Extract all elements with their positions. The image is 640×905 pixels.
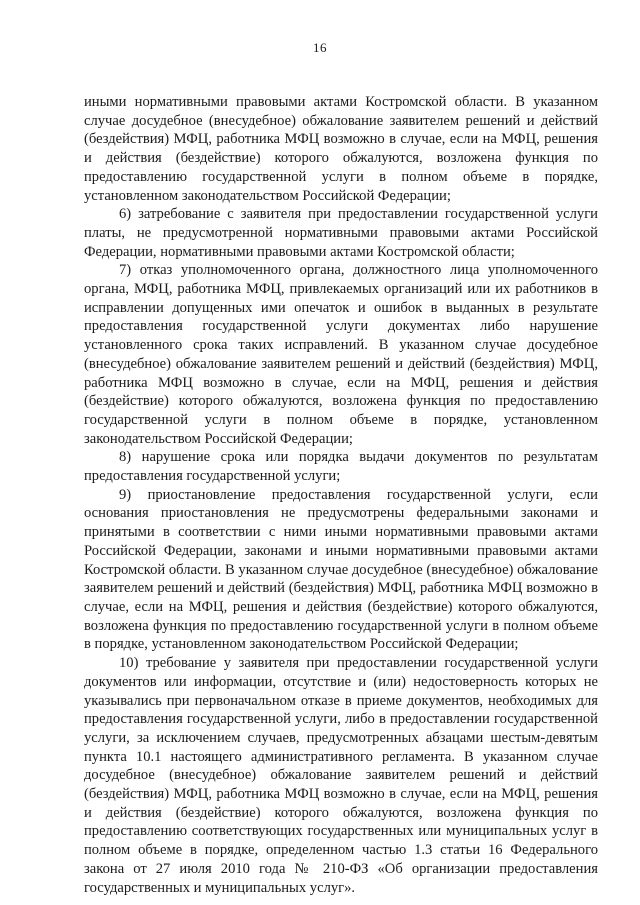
- paragraph-item-9: 9) приостановление предоставления государственной услуги, если основания приостановления не предусмотрены федеральными законами и принятыми в соответствии с ними иными нормативными правовыми актами Российской Федерации, законами и иными нормативными правовыми актами Костромской области. В указанном случае досудебное (внесудебное) обжалование заявителем решений и действий (бездействия) МФЦ, работника МФЦ возможно в случае, если на МФЦ, решения и действия (бездействие) которого обжалуются, возложена функция по предоставлению государственной услуги в полном объеме в порядке, установленном законодательством Российской Федерации;: [84, 486, 598, 653]
- paragraph-item-8: 8) нарушение срока или порядка выдачи документов по результатам предоставления государственной услуги;: [84, 449, 598, 485]
- document-body: [84, 93, 598, 897]
- paragraph-continuation: иными нормативными правовыми актами Костромской области. В указанном случае досудебное (внесудебное) обжалование заявителем решений и действий (бездействия) МФЦ, работника МФЦ возможно в случае, если на МФЦ, решения и действия (бездействие) которого обжалуются, возложена функция по предоставлению государственной услуги в полном объеме в порядке, установленном законодательством Российской Федерации;: [84, 94, 598, 204]
- paragraph-item-7: 7) отказ уполномоченного органа, должностного лица уполномоченного органа, МФЦ, работника МФЦ, привлекаемых организаций или их работников в исправлении допущенных ими опечаток и ошибок в выданных в результате предоставления государственной услуги документах либо нарушение установленного срока таких исправлений. В указанном случае досудебное (внесудебное) обжалование заявителем решений и действий (бездействия) МФЦ, работника МФЦ возможно в случае, если на МФЦ, решения и действия (бездействие) которого обжалуются, возложена функция по предоставлению государственной услуги в полном объеме в порядке, установленном законодательством Российской Федерации;: [84, 262, 598, 447]
- paragraph-item-10: 10) требование у заявителя при предоставлении государственной услуги документов или информации, отсутствие и (или) недостоверность которых не указывались при первоначальном отказе в приеме документов, необходимых для предоставления государственной услуги, либо в предоставлении государственной услуги, за исключением случаев, предусмотренных абзацами шестым-девятым пункта 10.1 настоящего административного регламента. В указанном случае досудебное (внесудебное) обжалование заявителем решений и действий (бездействия) МФЦ, работника МФЦ возможно в случае, если на МФЦ, решения и действия (бездействие) которого обжалуются, возложена функция по предоставлению соответствующих государственных или муниципальных услуг в полном объеме в порядке, определенном частью 1.3 статьи 16 Федерального закона от 27 июля 2010 года № 210-ФЗ «Об организации предоставления государственных и муниципальных услуг».: [84, 655, 598, 896]
- paragraph-item-6: 6) затребование с заявителя при предоставлении государственной услуги платы, не предусмотренной нормативными правовыми актами Российской Федерации, нормативными правовыми актами Костромской области;: [84, 206, 598, 260]
- page-number: 16: [313, 40, 327, 55]
